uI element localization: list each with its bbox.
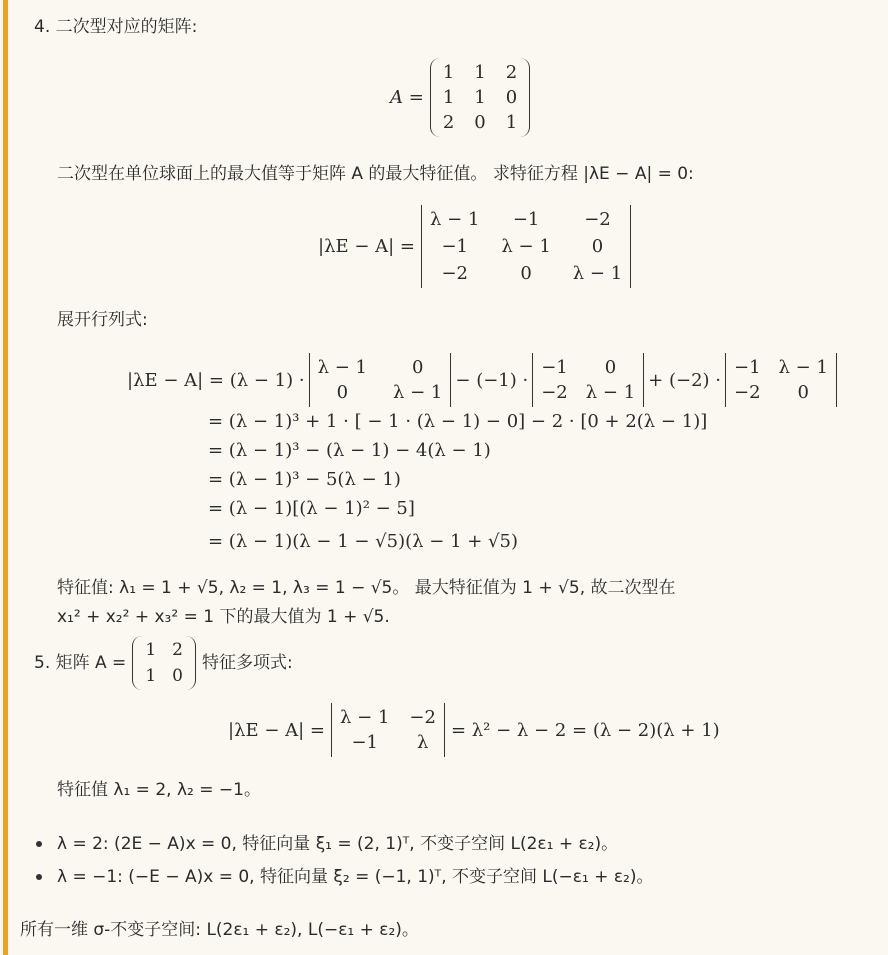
det5-matrix-grid [338,703,438,757]
expansion-mid-2: + (−2) · [648,369,721,391]
item5-label [34,636,293,690]
det-equation [318,205,631,288]
det-lhs: |λE − A| = [318,236,416,257]
minor-1-cell: 0 [411,357,424,378]
expansion-lhs: |λE − A| = (λ − 1) · [127,369,305,391]
minor-3-cell: −2 [733,382,761,403]
minor-1-grid [316,353,445,407]
minor-1-cell: λ − 1 [393,382,443,403]
matrix-a5-cell: 0 [172,666,183,686]
minor-1-cell: 0 [336,382,349,403]
matrix-a-cell: 1 [505,112,518,133]
det-matrix-cell: −1 [512,209,540,230]
minor-2-cell: −2 [541,382,568,403]
summary-line: 所有一维 σ-不变子空间: L(2ε₁ + ε₂), L(−ε₁ + ε₂)。 [20,920,419,940]
matrix-a-cell: 1 [442,62,455,83]
matrix-a-cell: 1 [474,62,486,83]
expansion-step-3: = (λ − 1)³ − 5(λ − 1) [208,469,401,490]
expansion-step-4: = (λ − 1)[(λ − 1)² − 5] [208,498,415,519]
minor-3-cell: −1 [733,357,761,378]
det-matrix-grid [428,205,624,288]
matrix-name: A = [390,87,424,108]
matrix-a5-grid [143,636,185,690]
det-matrix-cell: −2 [584,209,611,230]
expansion-mid-1: − (−1) · [455,369,529,391]
item4-label: 4. 二次型对应的矩阵: [34,17,198,37]
item5-label-post: 特征多项式: [201,653,293,673]
matrix-a-equation [390,58,530,137]
item5-eigen-line: 特征值 λ₁ = 2, λ₂ = −1。 [57,780,261,800]
expansion-line-1 [127,353,837,407]
matrix-a-cell: 0 [505,87,518,108]
matrix-a-cell: 2 [442,112,455,133]
minor-3-cell: λ − 1 [778,357,828,378]
expansion-step-2: = (λ − 1)³ − (λ − 1) − 4(λ − 1) [208,440,491,461]
det-matrix-cell: λ − 1 [501,236,551,257]
det5-matrix-cell: −2 [409,707,436,728]
matrix-a-cell: 1 [474,87,486,108]
minor-2-grid [539,353,637,407]
det-matrix-cell: λ − 1 [572,263,623,284]
bullet-dot-2 [36,874,42,880]
minor-2 [532,353,644,407]
minor-2-cell: λ − 1 [585,382,636,403]
det-matrix-cell: 0 [591,236,604,257]
eigen-line-2: x₁² + x₂² + x₃² = 1 下的最大值为 1 + √5. [57,607,390,627]
minor-3-cell: 0 [797,382,809,403]
det5-matrix-cell: λ [416,732,429,753]
det-matrix-cell: λ − 1 [430,209,480,230]
minor-3 [725,353,837,407]
bullet-dot-1 [36,841,42,847]
minor-3-grid [732,353,830,407]
det-matrix-cell: −1 [441,236,468,257]
expand-label: 展开行列式: [57,310,148,330]
matrix-a [430,58,530,137]
expansion-step-5: = (λ − 1)(λ − 1 − √5)(λ − 1 + √5) [208,531,518,552]
bullet-item-1: λ = 2: (2E − A)x = 0, 特征向量 ξ₁ = (2, 1)ᵀ, 不变子空间 L(2ε₁ + ε₂)。 [57,834,619,854]
matrix-a5 [132,636,196,690]
matrix-a-cell: 2 [505,62,518,83]
minor-1-cell: λ − 1 [317,357,367,378]
item5-label-pre: 5. 矩阵 A = [34,653,127,673]
matrix-a5-cell: 1 [145,640,157,660]
minor-2-cell: 0 [604,357,617,378]
matrix-a5-cell: 2 [172,640,183,660]
det5-matrix [331,703,445,757]
bullet-item-2: λ = −1: (−E − A)x = 0, 特征向量 ξ₂ = (−1, 1)ᵀ, 不变子空间 L(−ε₁ + ε₂)。 [57,867,654,887]
eigen-line-1: 特征值: λ₁ = 1 + √5, λ₂ = 1, λ₃ = 1 − √5。 最大特征值为 1 + √5, 故二次型在 [57,578,676,598]
expansion-step-1: = (λ − 1)³ + 1 · [ − 1 · (λ − 1) − 0] − 2 · [0 + 2(λ − 1)] [208,411,708,432]
minor-2-cell: −1 [541,357,568,378]
matrix-a5-cell: 1 [145,666,157,686]
det-matrix [421,205,631,288]
accent-bar [3,0,8,955]
det5-equation [228,703,720,757]
det5-rhs: = λ² − λ − 2 = (λ − 2)(λ + 1) [450,719,720,741]
det5-matrix-cell: λ − 1 [340,707,390,728]
minor-1 [309,353,452,407]
det5-lhs: |λE − A| = [228,719,326,741]
det5-matrix-cell: −1 [351,732,378,753]
matrix-a-grid [441,58,519,137]
para-max-eigen: 二次型在单位球面上的最大值等于矩阵 A 的最大特征值。 求特征方程 |λE − A| = 0: [57,164,694,184]
det-matrix-cell: −2 [441,263,468,284]
matrix-a-cell: 1 [442,87,455,108]
matrix-a-cell: 0 [474,112,486,133]
det-matrix-cell: 0 [520,263,532,284]
